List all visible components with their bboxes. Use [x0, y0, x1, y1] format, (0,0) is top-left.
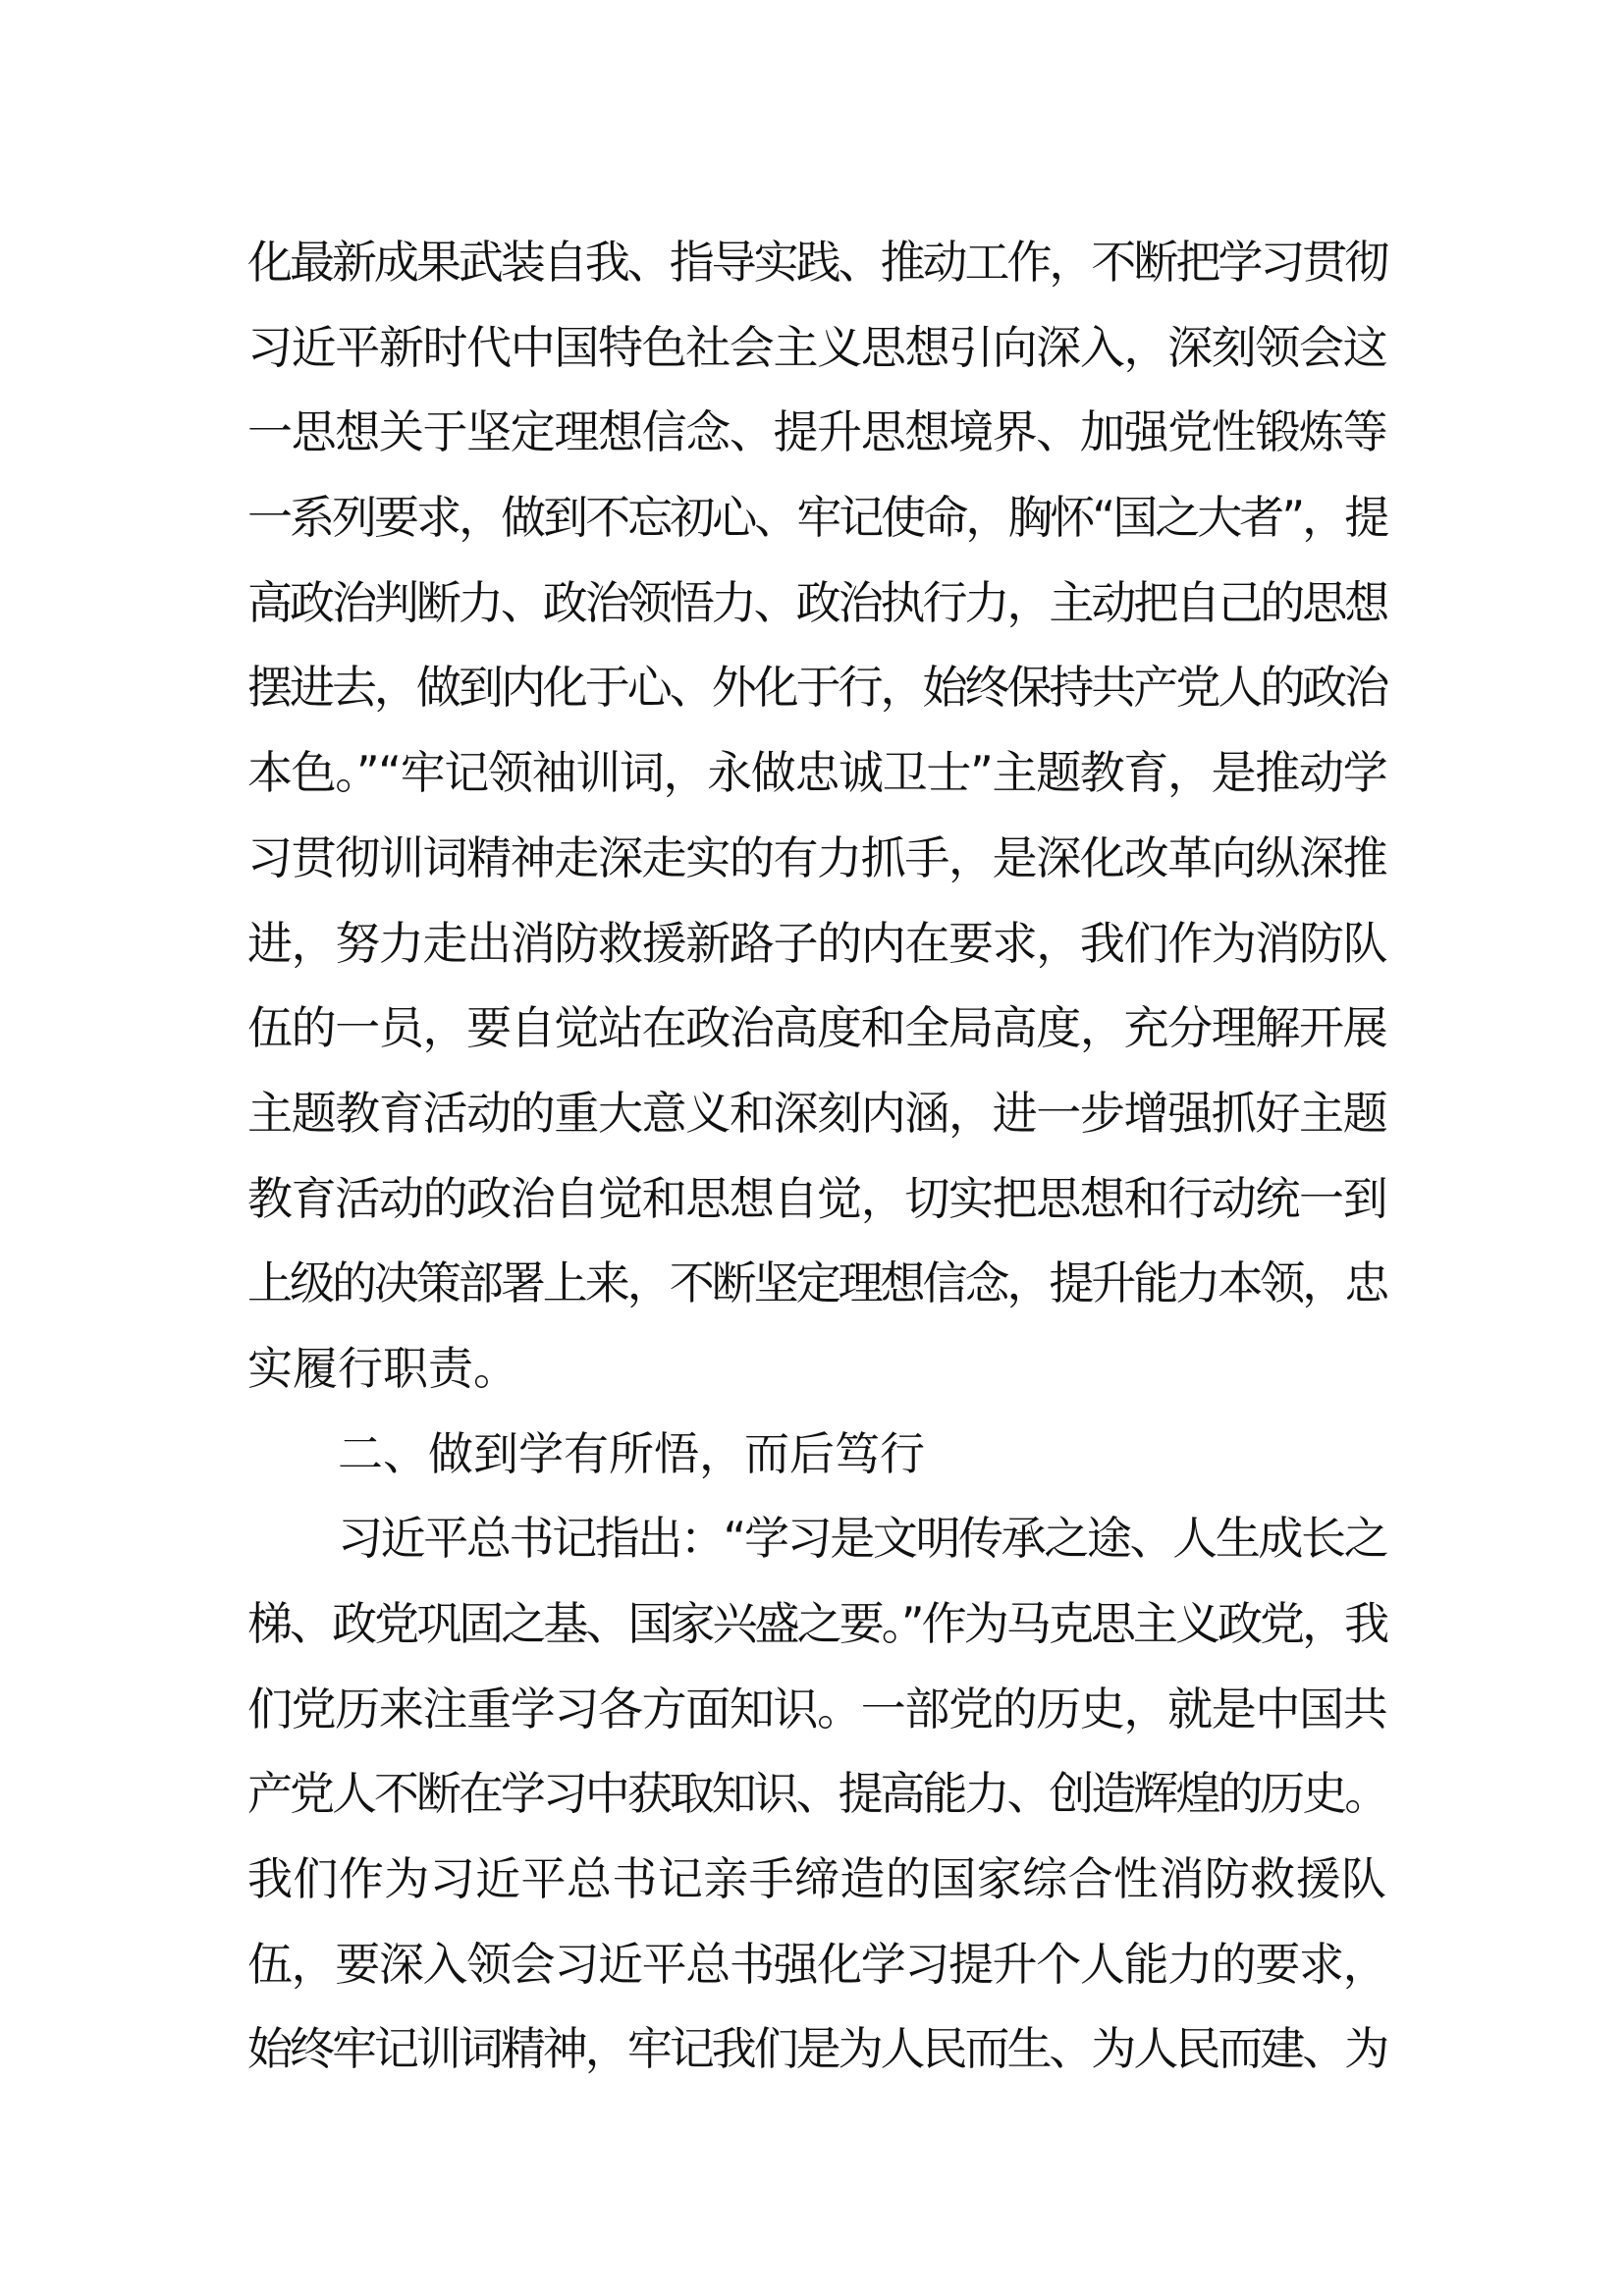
text-line: 上级的决策部署上来，不断坚定理想信念，提升能力本领，忠: [247, 1256, 1386, 1310]
text-line: 梯、政党巩固之基、国家兴盛之要。”作为马克思主义政党，我: [247, 1597, 1386, 1650]
text-line: 产党人不断在学习中获取知识、提高能力、创造辉煌的历史。: [247, 1767, 1386, 1821]
text-line: 伍的一员，要自觉站在政治高度和全局高度，充分理解开展: [247, 1001, 1386, 1055]
paragraph-first-line: 习近平总书记指出：“学习是文明传承之途、人生成长之: [338, 1512, 1386, 1566]
paragraph-end-line: 实履行职责。: [247, 1341, 518, 1395]
text-line: 我们作为习近平总书记亲手缔造的国家综合性消防救援队: [247, 1852, 1386, 1906]
text-line: 始终牢记训词精神，牢记我们是为人民而生、为人民而建、为: [247, 2022, 1386, 2076]
body-text: [247, 220, 1386, 2092]
text-line: 习贯彻训词精神走深走实的有力抓手，是深化改革向纵深推: [247, 830, 1386, 884]
text-line: 一系列要求，做到不忘初心、牢记使命，胸怀“国之大者”，提: [247, 491, 1386, 545]
text-line: 主题教育活动的重大意义和深刻内涵，进一步增强抓好主题: [247, 1086, 1386, 1140]
text-line: 高政治判断力、政治领悟力、政治执行力，主动把自己的思想: [247, 575, 1386, 629]
text-line: 伍，要深入领会习近平总书强化学习提升个人能力的要求，: [247, 1937, 1386, 1991]
text-line: 教育活动的政治自觉和思想自觉，切实把思想和行动统一到: [247, 1171, 1386, 1225]
text-line: 们党历来注重学习各方面知识。一部党的历史，就是中国共: [247, 1682, 1386, 1735]
text-line: 进，努力走出消防救援新路子的内在要求，我们作为消防队: [247, 916, 1386, 970]
text-line: 摆进去，做到内化于心、外化于行，始终保持共产党人的政治: [247, 661, 1386, 715]
text-line: 一思想关于坚定理想信念、提升思想境界、加强党性锻炼等: [247, 405, 1386, 459]
section-heading: 二、做到学有所悟，而后笃行: [338, 1426, 925, 1480]
text-line: 化最新成果武装自我、指导实践、推动工作，不断把学习贯彻: [247, 236, 1386, 289]
text-line: 本色。”“牢记领袖训词，永做忠诚卫士”主题教育，是推动学: [247, 746, 1386, 800]
text-line: 习近平新时代中国特色社会主义思想引向深入，深刻领会这: [247, 320, 1386, 374]
